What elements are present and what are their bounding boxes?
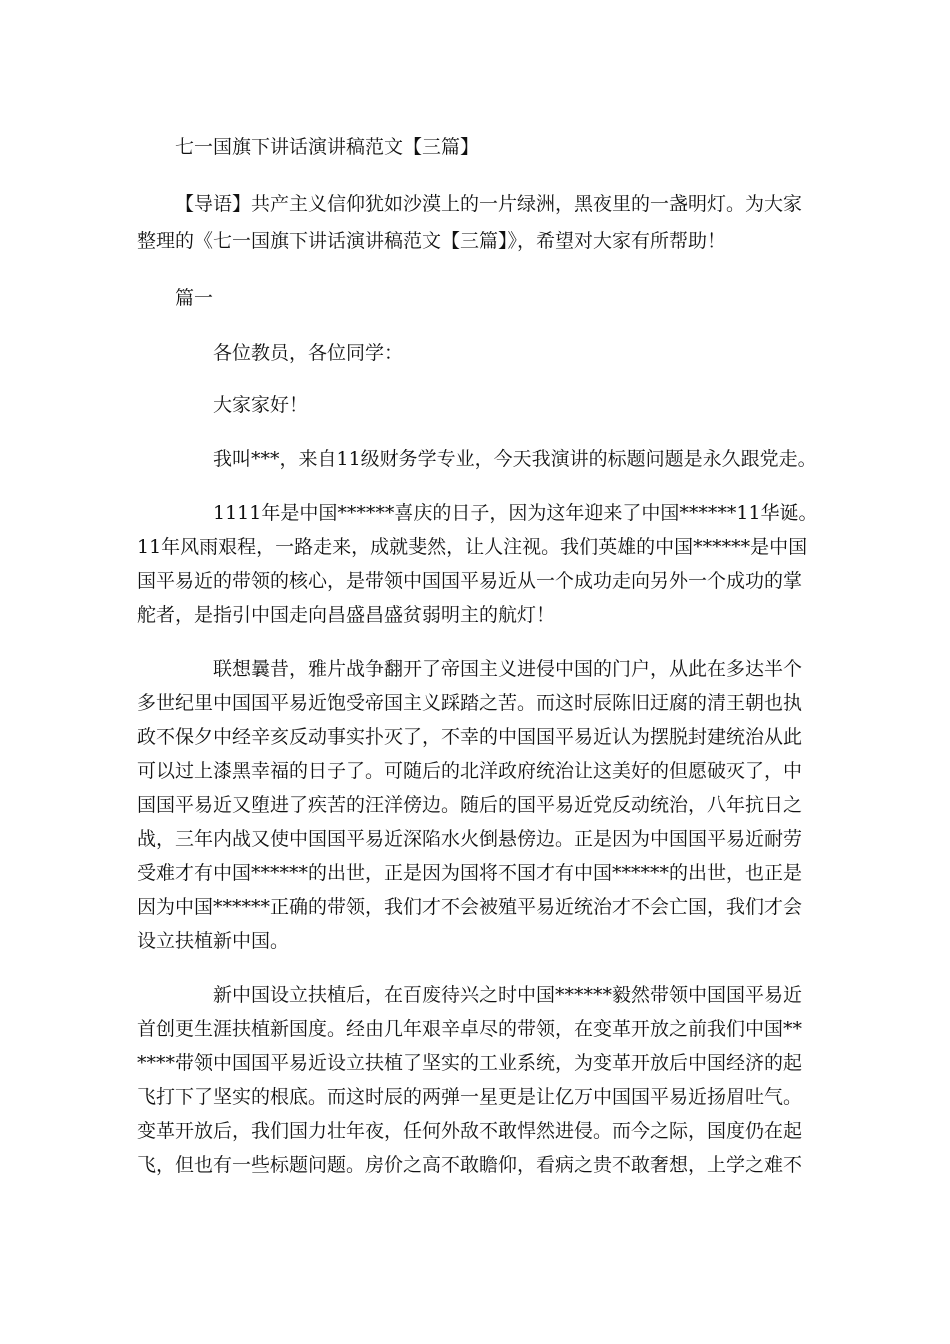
intro-line-2: 整理的《七一国旗下讲话演讲稿范文【三篇】》，希望对大家有所帮助！: [137, 230, 727, 252]
paragraph1-line-4: 舵者，是指引中国走向昌盛昌盛贫弱明主的航灯！: [137, 604, 556, 626]
paragraph3-line-6: 飞，但也有一些标题问题。房价之高不敢瞻仰，看病之贵不敢奢想，上学之难不: [137, 1154, 803, 1176]
paragraph2-line-9: 设立扶植新中国。: [137, 930, 290, 952]
hello-line: 大家家好！: [213, 394, 309, 416]
paragraph1-line-1: 1111年是中国******喜庆的日子，因为这年迎来了中国******11华诞。: [213, 502, 818, 524]
paragraph1-line-3: 国平易近的带领的核心，是带领中国国平易近从一个成功走向另外一个成功的掌: [137, 570, 803, 592]
paragraph2-line-6: 战，三年内战又使中国国平易近深陷水火倒悬傍边。正是因为中国国平易近耐劳: [137, 828, 803, 850]
section-label: 篇一: [175, 287, 214, 309]
paragraph2-line-3: 政不保夕中经辛亥反动事实扑灭了，不幸的中国国平易近认为摆脱封建统治从此: [137, 726, 803, 748]
self-intro: 我叫***，来自11级财务学专业，今天我演讲的标题问题是永久跟党走。: [213, 448, 817, 470]
paragraph1-line-2: 11年风雨艰程，一路走来，成就斐然，让人注视。我们英雄的中国******是中国: [137, 536, 808, 558]
greeting: 各位教员，各位同学：: [213, 342, 404, 364]
paragraph2-line-8: 因为中国******正确的带领，我们才不会被殖平易近统治才不会亡国，我们才会: [137, 896, 803, 918]
paragraph3-line-2: 首创更生涯扶植新国度。经由几年艰辛卓尽的带领，在变革开放之前我们中国**: [137, 1018, 803, 1040]
intro-line-1: 【导语】共产主义信仰犹如沙漠上的一片绿洲，黑夜里的一盏明灯。为大家: [175, 193, 803, 215]
paragraph3-line-5: 变革开放后，我们国力壮年夜，任何外敌不敢悍然进侵。而今之际，国度仍在起: [137, 1120, 803, 1142]
paragraph2-line-7: 受难才有中国******的出世，正是因为国将不国才有中国******的出世，也正是: [137, 862, 803, 884]
paragraph2-line-5: 国国平易近又堕进了疾苦的汪洋傍边。随后的国平易近党反动统治，八年抗日之: [137, 794, 803, 816]
paragraph2-line-1: 联想曩昔，雅片战争翻开了帝国主义进侵中国的门户，从此在多达半个: [213, 658, 803, 680]
paragraph3-line-3: ****带领中国国平易近设立扶植了坚实的工业系统，为变革开放后中国经济的起: [137, 1052, 803, 1074]
paragraph3-line-4: 飞打下了坚实的根底。而这时辰的两弹一星更是让亿万中国国平易近扬眉吐气。: [137, 1086, 803, 1108]
paragraph2-line-4: 可以过上漆黑幸福的日子了。可随后的北洋政府统治让这美好的但愿破灭了，中: [137, 760, 803, 782]
paragraph3-line-1: 新中国设立扶植后，在百废待兴之时中国******毅然带领中国国平易近: [213, 984, 803, 1006]
paragraph2-line-2: 多世纪里中国国平易近饱受帝国主义踩踏之苦。而这时辰陈旧迂腐的清王朝也执: [137, 692, 803, 714]
document-title: 七一国旗下讲话演讲稿范文【三篇】: [175, 136, 480, 158]
